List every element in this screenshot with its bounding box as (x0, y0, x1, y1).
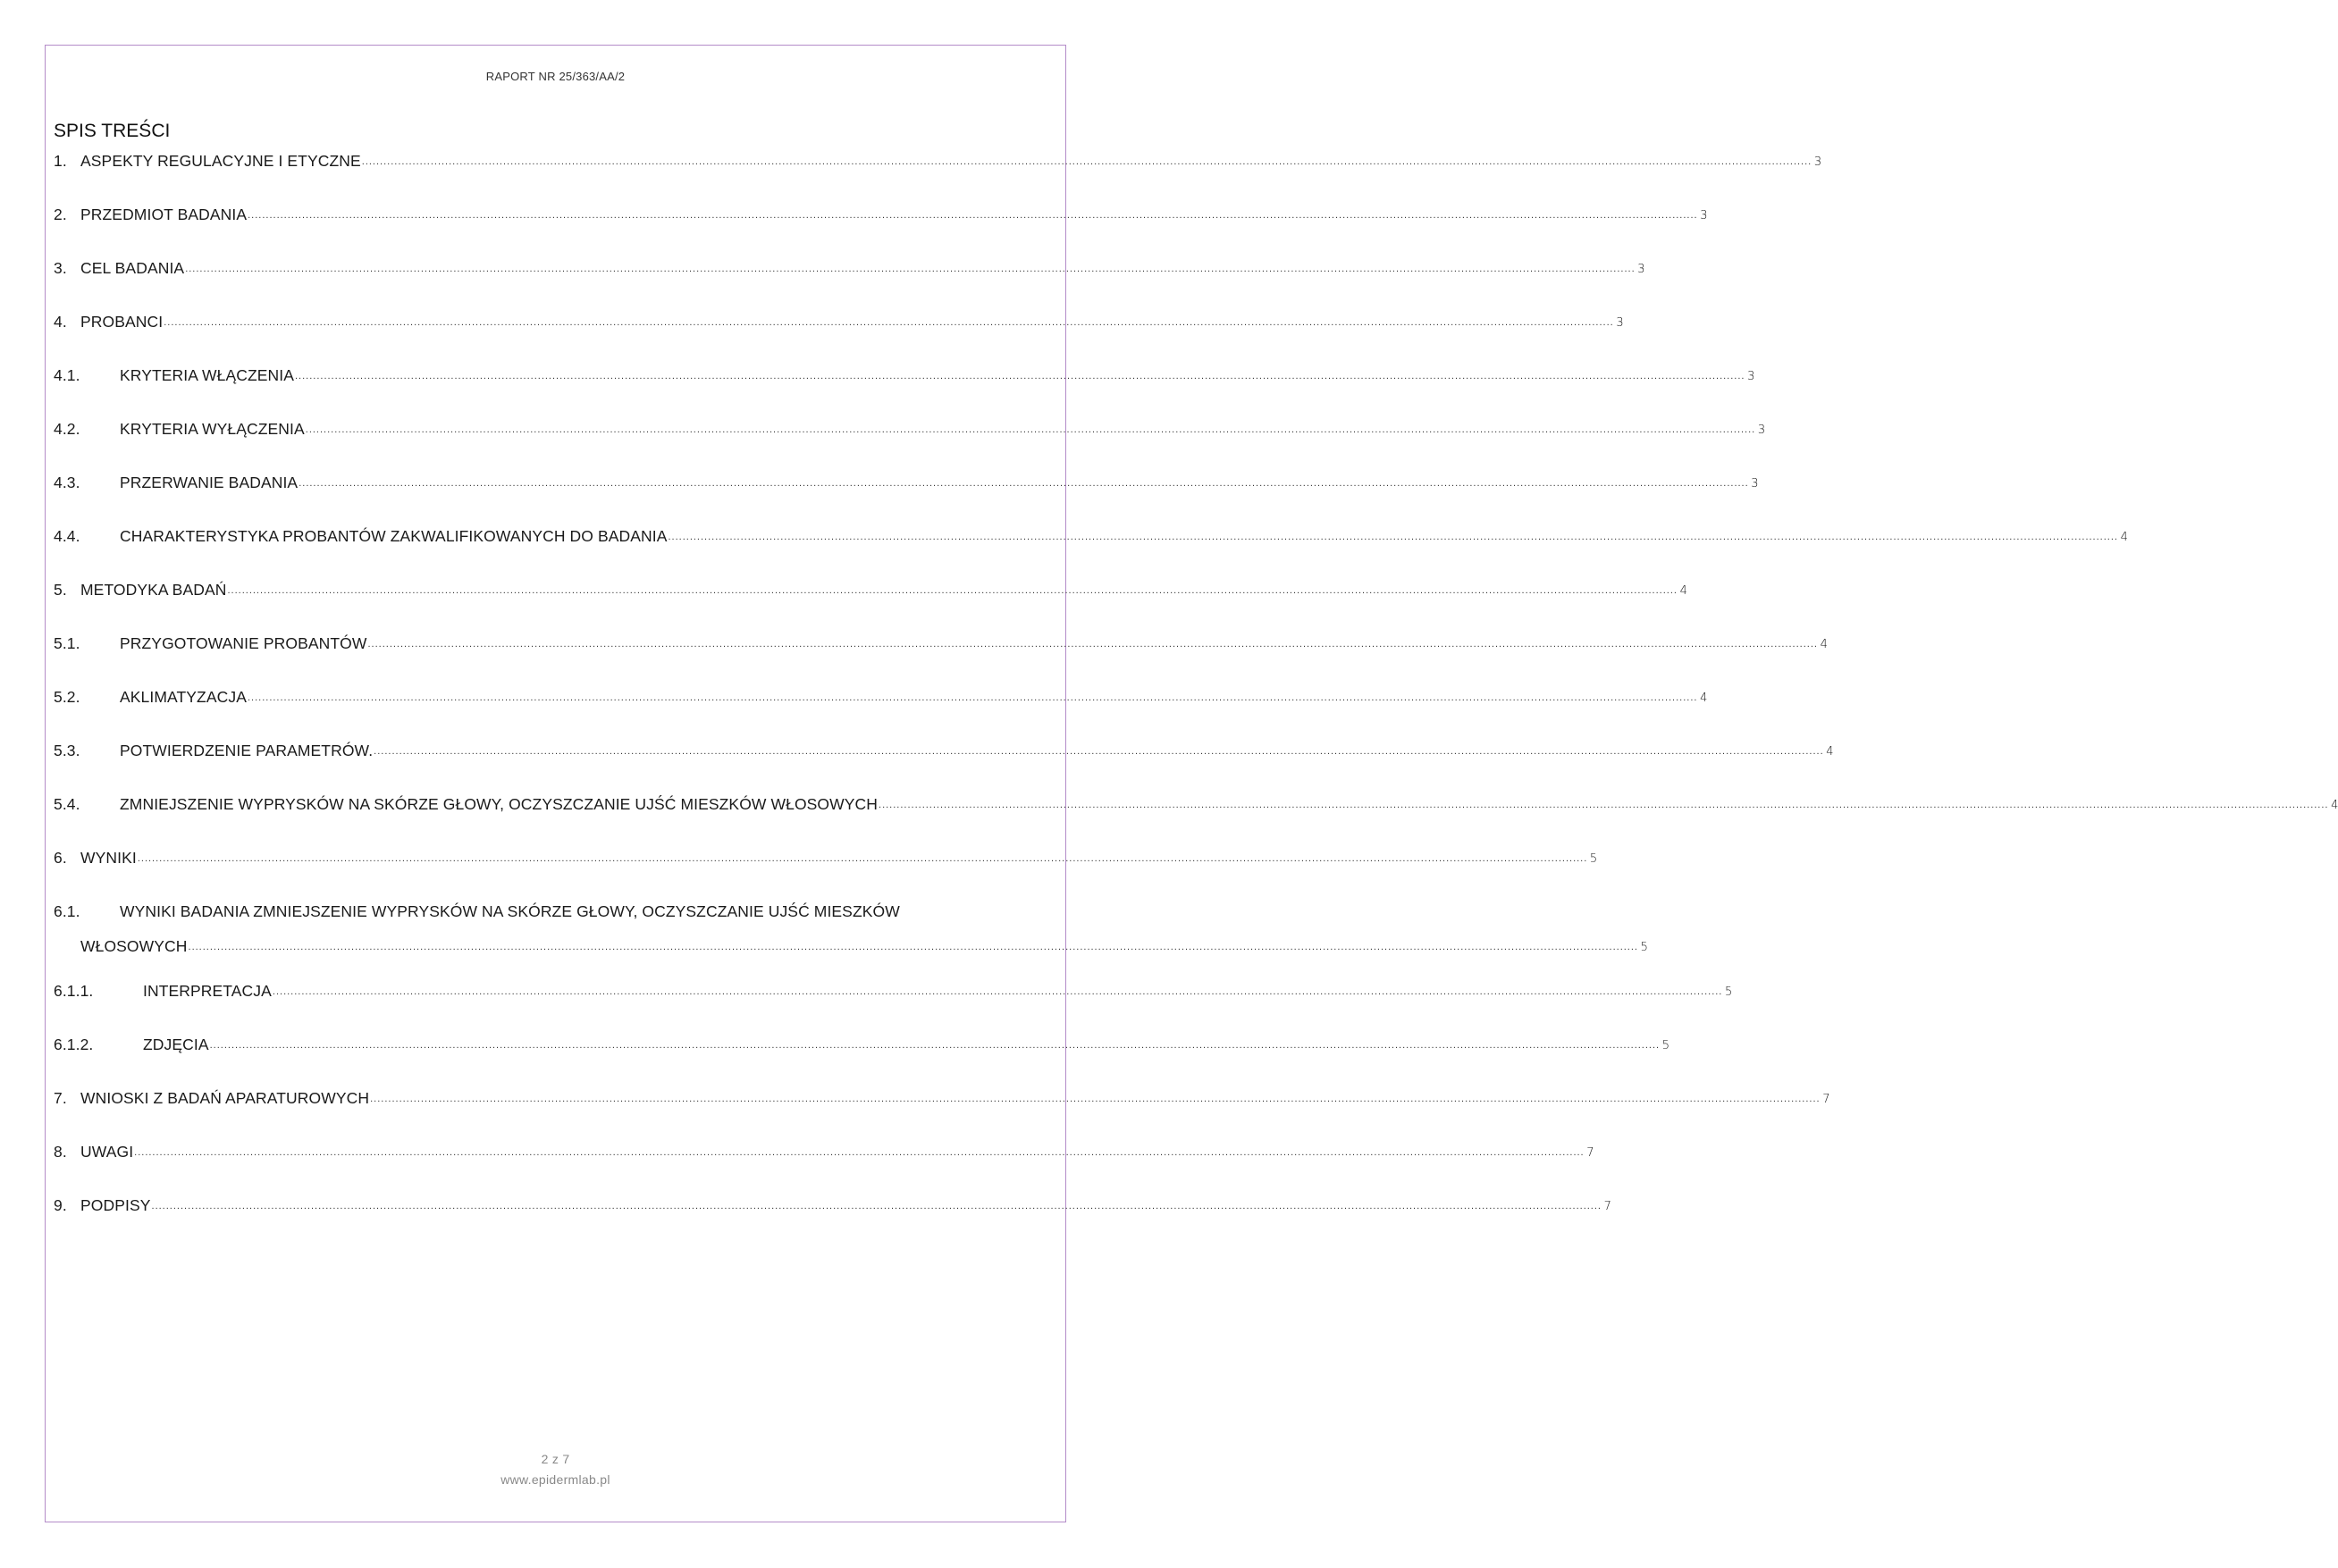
toc-entry-number: 4. (54, 313, 67, 331)
toc-entry-page: 3 (1757, 423, 1766, 437)
toc-entry-number: 4.3. (54, 474, 80, 491)
toc-entry-number: 1. (54, 152, 67, 170)
dot-leader: ................................................................................................................................................................................................................................................................................................................................................................................................................ (299, 478, 1749, 489)
toc-entry-title-continuation: WŁOSOWYCH (80, 937, 188, 955)
dot-leader: ................................................................................................................................................................................................................................................................................................................................................................................................................ (370, 1094, 1821, 1104)
dot-leader: ................................................................................................................................................................................................................................................................................................................................................................................................................ (227, 585, 1678, 596)
toc-entry-title: ZDJĘCIA (143, 1036, 209, 1053)
toc-entry-number: 5.1. (54, 634, 80, 652)
toc-entry-page: 3 (1700, 209, 1708, 222)
dot-leader: ................................................................................................................................................................................................................................................................................................................................................................................................................ (272, 986, 1723, 997)
toc-entry-number: 7. (54, 1089, 67, 1107)
toc-entry-8[interactable] (54, 1140, 1594, 1183)
toc-entry-4-4[interactable] (54, 524, 2128, 567)
report-number-header: RAPORT NR 25/363/AA/2 (485, 70, 626, 83)
toc-entry-5-2[interactable] (54, 685, 1708, 728)
toc-entry-number: 3. (54, 259, 67, 277)
toc-entry-number: 2. (54, 205, 67, 223)
dot-leader: ................................................................................................................................................................................................................................................................................................................................................................................................................ (188, 942, 1638, 952)
toc-entry-page: 7 (1586, 1146, 1594, 1160)
dot-leader: ................................................................................................................................................................................................................................................................................................................................................................................................................ (361, 156, 1812, 167)
toc-entry-title: ASPEKTY REGULACYJNE I ETYCZNE (80, 152, 361, 170)
dot-leader: ................................................................................................................................................................................................................................................................................................................................................................................................................ (879, 800, 2329, 810)
toc-entry-6-1-1[interactable] (54, 979, 1733, 1022)
table-of-contents (54, 138, 2338, 1237)
page-frame (45, 45, 2338, 1522)
toc-entry-2[interactable] (54, 203, 1708, 246)
toc-entry-4-3[interactable] (54, 471, 1759, 514)
toc-entry-3[interactable] (54, 256, 1645, 299)
toc-entry-title: POTWIERDZENIE PARAMETRÓW. (120, 742, 374, 759)
toc-entry-page: 3 (1747, 370, 1755, 383)
toc-entry-5-3[interactable] (54, 739, 1834, 782)
toc-entry-number: 6.1.2. (54, 1036, 94, 1053)
toc-entry-page: 5 (1725, 985, 1733, 999)
dot-leader: ................................................................................................................................................................................................................................................................................................................................................................................................................ (247, 692, 1698, 703)
dot-leader: ................................................................................................................................................................................................................................................................................................................................................................................................................ (367, 639, 1818, 650)
toc-entry-number: 5.3. (54, 742, 80, 759)
toc-entry-title: PROBANCI (80, 313, 164, 331)
dot-leader: ................................................................................................................................................................................................................................................................................................................................................................................................................ (151, 1201, 1602, 1212)
toc-entry-number: 4.1. (54, 366, 80, 384)
toc-entry-number: 5.2. (54, 688, 80, 706)
toc-entry-page: 7 (1822, 1093, 1830, 1106)
dot-leader: ................................................................................................................................................................................................................................................................................................................................................................................................................ (668, 532, 2118, 542)
toc-entry-4-2[interactable] (54, 417, 1766, 460)
page-footer (46, 1449, 1065, 1490)
toc-entry-7[interactable] (54, 1086, 1830, 1129)
dot-leader: ................................................................................................................................................................................................................................................................................................................................................................................................................ (185, 264, 1636, 274)
toc-entry-page: 4 (1700, 692, 1708, 705)
toc-entry-title: INTERPRETACJA (143, 982, 272, 1000)
dot-leader: ................................................................................................................................................................................................................................................................................................................................................................................................................ (305, 424, 1756, 435)
toc-entry-number: 4.4. (54, 527, 80, 545)
toc-entry-page: 5 (1589, 852, 1598, 866)
toc-entry-1[interactable] (54, 149, 1822, 192)
toc-entry-page: 4 (2331, 799, 2338, 812)
toc-entry-page: 4 (2120, 531, 2128, 544)
toc-entry-number: 6.1.1. (54, 982, 94, 1000)
toc-entry-title: WNIOSKI Z BADAŃ APARATUROWYCH (80, 1089, 370, 1107)
toc-entry-title: WYNIKI BADANIA ZMNIEJSZENIE WYPRYSKÓW NA SKÓRZE GŁOWY, OCZYSZCZANIE UJŚĆ MIESZKÓW (120, 902, 900, 920)
toc-entry-page: 3 (1751, 477, 1759, 491)
dot-leader: ................................................................................................................................................................................................................................................................................................................................................................................................................ (164, 317, 1614, 328)
toc-entry-title: CEL BADANIA (80, 259, 185, 277)
dot-leader: ................................................................................................................................................................................................................................................................................................................................................................................................................ (134, 1147, 1585, 1158)
toc-entry-number: 6.1. (54, 902, 80, 920)
dot-leader: ................................................................................................................................................................................................................................................................................................................................................................................................................ (374, 746, 1824, 757)
website-link[interactable]: www.epidermlab.pl (500, 1472, 610, 1487)
toc-entry-page: 3 (1616, 316, 1624, 330)
dot-leader: ................................................................................................................................................................................................................................................................................................................................................................................................................ (295, 371, 1745, 382)
toc-entry-page: 3 (1813, 155, 1822, 169)
toc-entry-number: 9. (54, 1196, 67, 1214)
toc-entry-6-1[interactable] (54, 900, 1648, 968)
toc-entry-page: 4 (1679, 584, 1687, 598)
toc-entry-number: 5.4. (54, 795, 80, 813)
toc-entry-title: PODPISY (80, 1196, 151, 1214)
toc-entry-5-1[interactable] (54, 632, 1828, 675)
toc-entry-title: UWAGI (80, 1143, 134, 1161)
toc-entry-number: 5. (54, 581, 67, 599)
toc-entry-6[interactable] (54, 846, 1598, 889)
toc-entry-title: KRYTERIA WŁĄCZENIA (120, 366, 294, 384)
toc-entry-4[interactable] (54, 310, 1624, 353)
toc-entry-title: AKLIMATYZACJA (120, 688, 247, 706)
toc-title: SPIS TREŚCI (54, 121, 171, 141)
toc-entry-title: CHARAKTERYSTYKA PROBANTÓW ZAKWALIFIKOWANYCH DO BADANIA (120, 527, 668, 545)
toc-entry-number: 4.2. (54, 420, 80, 438)
toc-entry-title: PRZERWANIE BADANIA (120, 474, 299, 491)
page-indicator: 2 z 7 (541, 1452, 570, 1466)
toc-entry-page: 4 (1820, 638, 1828, 651)
toc-entry-title: WYNIKI (80, 849, 137, 867)
toc-entry-9[interactable] (54, 1194, 1611, 1237)
toc-entry-page: 7 (1603, 1200, 1611, 1213)
toc-entry-page: 3 (1637, 263, 1645, 276)
dot-leader: ................................................................................................................................................................................................................................................................................................................................................................................................................ (209, 1040, 1661, 1051)
toc-entry-title: PRZYGOTOWANIE PROBANTÓW (120, 634, 367, 652)
toc-entry-4-1[interactable] (54, 364, 1755, 407)
toc-entry-title: KRYTERIA WYŁĄCZENIA (120, 420, 305, 438)
dot-leader: ................................................................................................................................................................................................................................................................................................................................................................................................................ (248, 210, 1698, 221)
dot-leader: ................................................................................................................................................................................................................................................................................................................................................................................................................ (137, 853, 1588, 864)
toc-entry-page: 5 (1640, 941, 1648, 954)
toc-entry-5[interactable] (54, 578, 1687, 621)
toc-entry-5-4[interactable] (54, 792, 2338, 835)
toc-entry-number: 8. (54, 1143, 67, 1161)
toc-entry-number: 6. (54, 849, 67, 867)
toc-entry-title: PRZEDMIOT BADANIA (80, 205, 248, 223)
toc-entry-title: ZMNIEJSZENIE WYPRYSKÓW NA SKÓRZE GŁOWY, OCZYSZCZANIE UJŚĆ MIESZKÓW WŁOSOWYCH (120, 795, 879, 813)
toc-entry-page: 4 (1826, 745, 1834, 759)
toc-entry-6-1-2[interactable] (54, 1033, 1670, 1076)
toc-entry-page: 5 (1661, 1039, 1670, 1052)
toc-entry-title: METODYKA BADAŃ (80, 581, 227, 599)
